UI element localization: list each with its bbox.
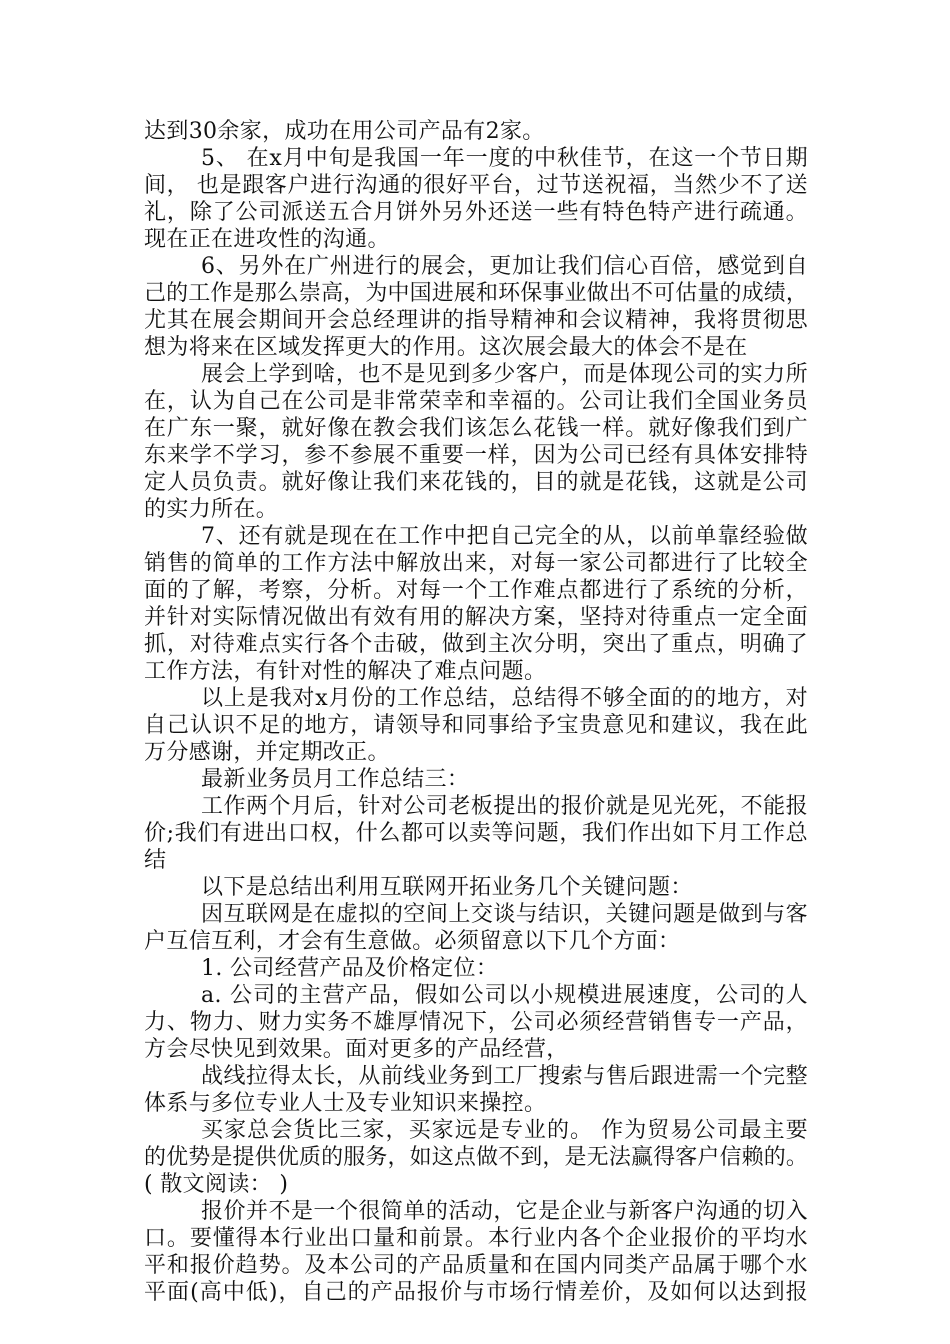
text-line: 万分感谢，并定期改正。 [144,740,390,765]
text-line: 战线拉得太长，从前线业务到工厂搜索与售后跟进需一个完整 [201,1064,808,1089]
text-line: 在广东一聚，就好像在教会我们该怎么花钱一样。就好像我们到广 [144,416,808,441]
text-line: 7、还有就是现在在工作中把自己完全的从，以前单靠经验做 [201,524,808,549]
text-line: 体系与多位专业人士及专业知识来操控。 [144,1091,547,1116]
text-line: 尤其在展会期间开会总经理讲的指导精神和会议精神，我将贯彻思 [144,308,808,333]
text-line: 平和报价趋势。及本公司的产品质量和在国内同类产品属于哪个水 [144,1253,808,1278]
text-line: 现在正在进攻性的沟通。 [144,227,390,252]
text-line: 报价并不是一个很简单的活动，它是企业与新客户沟通的切入 [201,1199,808,1224]
text-line: 工作两个月后，针对公司老板提出的报价就是见光死，不能报 [201,794,808,819]
text-line: 1. 公司经营产品及价格定位： [201,956,499,981]
text-line: 想为将来在区域发挥更大的作用。这次展会最大的体会不是在 [144,335,748,360]
text-line: 己的工作是那么崇高，为中国进展和环保事业做出不可估量的成绩， [144,281,808,306]
text-line: 的优势是提供优质的服务，如这点做不到，是无法赢得客户信赖的。 [144,1145,808,1170]
text-line: 结 [144,848,167,873]
text-line: 在，认为自己在公司是非常荣幸和幸福的。公司让我们全国业务员 [144,389,808,414]
text-line: 力、物力、财力实务不雄厚情况下，公司必须经营销售专一产品， [144,1010,808,1035]
text-line: 抓，对待难点实行各个击破，做到主次分明，突出了重点，明确了 [144,632,808,657]
text-line: 价;我们有进出口权，什么都可以卖等问题，我们作出如下月工作总 [144,821,808,846]
text-line: a. 公司的主营产品，假如公司以小规模进展速度，公司的人 [201,983,808,1008]
text-line: 定人员负责。就好像让我们来花钱的，目的就是花钱，这就是公司 [144,470,808,495]
text-line: 达到30余家，成功在用公司产品有2家。 [144,119,545,144]
text-line: 礼，除了公司派送五合月饼外另外还送一些有特色特产进行疏通。 [144,200,808,225]
text-line: 最新业务员月工作总结三： [201,767,470,792]
text-line: 并针对实际情况做出有效有用的解决方案，坚持对待重点一定全面 [144,605,808,630]
text-line: 的实力所在。 [144,497,279,522]
text-line: ( 散文阅读： ) [144,1172,289,1197]
text-line: 5、 在x月中旬是我国一年一度的中秋佳节，在这一个节日期 [201,146,808,171]
text-line: 工作方法，有针对性的解决了难点问题。 [144,659,547,684]
text-line: 面的了解，考察，分析。对每一个工作难点都进行了系统的分析， [144,578,808,603]
text-line: 6、另外在广州进行的展会，更加让我们信心百倍，感觉到自 [201,254,808,279]
text-line: 户互信互利，才会有生意做。必须留意以下几个方面： [144,929,681,954]
document-body [144,118,808,1306]
text-line: 平面(高中低)，自己的产品报价与市场行情差价，及如何以达到报 [144,1280,808,1305]
text-line: 东来学不学习，参不参展不重要一样，因为公司已经有具体安排特 [144,443,808,468]
text-line: 销售的简单的工作方法中解放出来，对每一家公司都进行了比较全 [144,551,808,576]
text-line: 方会尽快见到效果。面对更多的产品经营， [144,1037,569,1062]
text-line: 间， 也是跟客户进行沟通的很好平台，过节送祝福，当然少不了送 [144,173,808,198]
text-line: 展会上学到啥，也不是见到多少客户，而是体现公司的实力所 [201,362,808,387]
text-line: 以下是总结出利用互联网开拓业务几个关键问题： [201,875,693,900]
text-line: 买家总会货比三家，买家远是专业的。 作为贸易公司最主要 [201,1118,808,1143]
text-line: 自己认识不足的地方，请领导和同事给予宝贵意见和建议，我在此 [144,713,808,738]
text-line: 以上是我对x月份的工作总结，总结得不够全面的的地方，对 [201,686,808,711]
text-line: 口。要懂得本行业出口量和前景。本行业内各个企业报价的平均水 [144,1226,808,1251]
text-line: 因互联网是在虚拟的空间上交谈与结识，关键问题是做到与客 [201,902,808,927]
